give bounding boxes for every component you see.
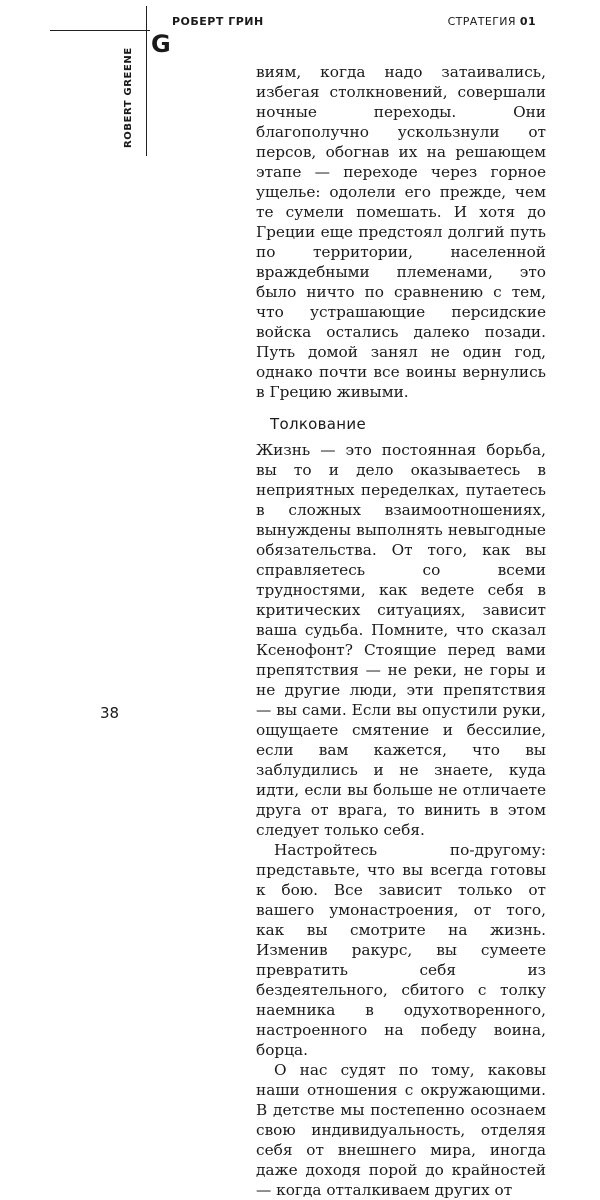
- paragraph-mindset: Настройтесь по-другому: представьте, что вы всегда готовы к бою. Все зависит только от вашего умонастроения, от того, как вы смотрите на жизнь. Изменив ракурс, вы сумеете превратить себя из бездеятельного, сбитого с толку наемника в одухотворенного, настроенного на победу воина, борца.: [256, 841, 546, 1059]
- paragraph-continuation: виям, когда надо затаивались, избегая столкновений, совершали ночные переходы. Они благополучно ускользнули от персов, обогнав их на решающем этапе — переходе через горное ущелье: одолели его прежде, чем те сумели помешать. И хотя до Греции еще предстоял долгий путь по территории, населенной враждебными племенами, это было ничто по сравнению с тем, что устрашающие персидские войска остались далеко позади. Путь домой занял не один год, однако почти все воины вернулись в Грецию живыми.: [256, 63, 546, 401]
- header-horizontal-rule: [50, 30, 150, 31]
- header-vertical-rule: [146, 6, 147, 156]
- page-number: 38: [100, 704, 120, 722]
- section-heading: Толкование: [270, 415, 366, 433]
- section-title: СТРАТЕГИЯ: [447, 15, 516, 28]
- paragraph-interpretation: Жизнь — это постоянная борьба, вы то и дело оказываетесь в неприятных переделках, путаетесь в сложных взаимоотношениях, вынуждены выполнять невыгодные обязательства. От того, как вы справляетесь со всеми трудностями, как ведете себя в критических ситуациях, зависит ваша судьба. Помните, что сказал Ксенофонт? Стоящие перед вами препятствия — не реки, не горы и не другие люди, эти препятствия — вы сами. Если вы опустили руки, ощущаете смятение и бессилие, если вам кажется, что вы заблудились и не знаете, куда идти, если вы больше не отличаете друга от врага, то винить в этом следует только себя.: [256, 441, 546, 839]
- vertical-author-name: ROBERT GREENE: [123, 47, 134, 148]
- body-text: [256, 62, 546, 1200]
- paragraph-relationships: О нас судят по тому, каковы наши отношения с окружающими. В детстве мы постепенно осознаем свою индивидуальность, отделяя себя от внешнего мира, иногда даже доходя порой до крайностей — когда отталкиваем других от: [256, 1061, 546, 1199]
- logo-letter: G: [151, 30, 171, 58]
- section-number: 01: [519, 15, 536, 28]
- running-header-author: РОБЕРТ ГРИН: [172, 15, 264, 28]
- running-header-section: [448, 15, 536, 28]
